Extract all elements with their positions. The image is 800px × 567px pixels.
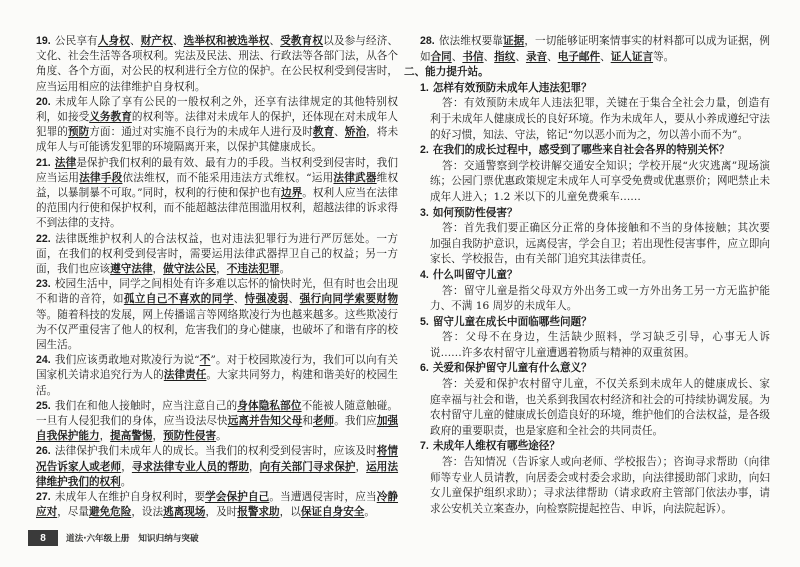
key-term: 远离并告知父母 (227, 415, 303, 428)
question-block (404, 361, 770, 439)
answer-label: 答： (442, 97, 464, 110)
answer-label: 答： (442, 331, 466, 344)
question-number: 2. (420, 144, 429, 157)
question-block (404, 81, 770, 143)
item-text: 法律保护我们未成年人的成长。当我们的权利受到侵害时，应该及时 (54, 445, 377, 458)
key-term: 运用法律维护我们的权利 (36, 460, 399, 488)
key-term: 法律 (54, 156, 77, 169)
item-text: 、 (483, 50, 495, 63)
item-text: ， (152, 430, 164, 443)
question-number: 6. (420, 362, 429, 375)
key-term: 保证自身安全 (300, 506, 365, 519)
item-text: ，将未成年人与可能诱发犯罪的环境隔离开来，以保护其健康成长。 (36, 126, 399, 154)
question-answer-list (404, 81, 770, 518)
item-text: 。权利人应当在法律的范围内行使和保护权利，而不能超越法律范围滥用权利，超越法律的诉求得不到法律的支持。 (36, 187, 399, 230)
item-text: 维权益，以暴制暴不可取。”同时，权利的行使和保护也有 (36, 171, 399, 200)
question-block (404, 315, 770, 362)
key-term: 报警求助 (237, 506, 280, 519)
key-term: 预防 (67, 126, 90, 139)
question-block (404, 206, 770, 268)
item-text: 法律既维护权利人的合法权益，也对违法犯罪行为进行严厉惩处。一方面，在我们的权利受到侵害时，需要运用法律武器捍卫自己的权益；另一方面，我们也应该 (36, 232, 398, 276)
item-text: 。 (364, 506, 375, 519)
answer-text: 父母不在身边，生活缺少照料，学习缺乏引导，心事无人诉说……许多农村留守儿童遭遇着物质与精神的双重贫困。 (430, 331, 771, 359)
key-term: 逃离现场 (163, 506, 206, 519)
item-number: 25. (36, 399, 51, 412)
key-term: 寻求法律专业人员的帮助 (131, 460, 249, 473)
knowledge-item (36, 232, 398, 278)
item-text: 、 (129, 35, 141, 47)
answer-text: 首先我们要正确区分正常的身体接触和不当的身体接触；其次要加强自我防护意识，远离侵害，学会自卫；若出现性侵害事件，应立即向家长、学校报告，由有关部门追究其法律责任。 (430, 222, 770, 266)
key-term: 电子邮件 (557, 50, 601, 63)
answer-paragraph (404, 96, 770, 143)
answer-text: 关爱和保护农村留守儿童，不仅关系到未成年人的健康成长、家庭幸福与社会和谐，也关系到我国农村经济和社会的可持续协调发展。为农村留守儿童的健康成长创造良好的环境，维护他们的合法权益，是各级政府的重要职责，也是家庭和全社会的共同责任。 (430, 378, 770, 437)
page-footer (28, 530, 199, 546)
item-text: 。当遭遇侵害时，应当 (269, 491, 377, 504)
item-text: 。我们应 (334, 415, 377, 428)
key-term: 做守法公民 (163, 263, 217, 276)
key-term: 不违法犯罪 (226, 263, 280, 276)
key-term: 老师 (312, 415, 335, 428)
key-term: 遵守法律 (110, 263, 153, 276)
key-term: 证据 (502, 35, 525, 47)
item-text: 等。随着科技的发展，网上传播谣言等网络欺凌行为也越来越多。这些欺凌行为不仅严重侵害了他人的权利，危害我们的身心健康，也破坏了和谐有序的校园生活。 (36, 308, 398, 352)
item-number: 21. (36, 156, 51, 169)
question-text: 留守儿童在成长中面临哪些问题？ (432, 315, 592, 328)
key-term: 法律责任 (163, 369, 207, 382)
question-heading (404, 81, 770, 97)
answer-paragraph (404, 455, 770, 517)
knowledge-item (36, 34, 398, 95)
question-number: 1. (420, 81, 429, 94)
item-text: 、 (515, 50, 526, 63)
question-block (404, 268, 770, 315)
item-text: 依法维权，而不能采用违法方式维权。“运用 (122, 171, 334, 184)
key-term: 恃强凌弱 (244, 293, 289, 306)
question-block (404, 143, 770, 205)
answer-text: 留守儿童是指父母双方外出务工或一方外出务工另一方无监护能力、不满 16 周岁的未成年人。 (430, 284, 770, 313)
item-text: ，设法 (131, 506, 164, 519)
key-term: 人身权 (97, 35, 130, 47)
answer-text: 有效预防未成年人违法犯罪，关键在于集合全社会力量，创造有利于未成年人健康成长的良好环境。作为未成年人，要从小养成遵纪守法的好习惯，知法、守法，铭记“勿以恶小而为之，勿以善小而不为”。 (430, 97, 770, 141)
question-heading (404, 143, 770, 159)
knowledge-item (36, 95, 398, 156)
answer-paragraph (404, 284, 770, 315)
item-text: ， (216, 263, 227, 276)
item-number: 19. (36, 35, 51, 47)
item-text: ， (121, 460, 132, 473)
answer-label: 答： (442, 378, 464, 391)
item-text: 、 (233, 293, 245, 306)
footer-title (66, 532, 199, 544)
key-term: 法律手段 (79, 171, 123, 184)
item-text: 等。 (653, 50, 675, 63)
key-term: 将情况告诉家人或老师 (36, 445, 399, 473)
key-term: 法律武器 (333, 171, 377, 184)
key-term: 不 (199, 354, 211, 367)
key-term: 冷静应对 (36, 491, 399, 519)
item-text: ”。对于校园欺凌行为，我们可以向有关国家机关请求追究行为人的 (36, 354, 398, 382)
knowledge-list-continued (404, 34, 770, 65)
question-heading (404, 206, 770, 222)
item-text: ， (152, 263, 164, 276)
question-block (404, 439, 770, 517)
key-term: 受教育权 (280, 35, 324, 47)
answer-label: 答： (442, 159, 464, 172)
item-text: 和 (302, 415, 313, 428)
item-text: 、 (334, 126, 345, 139)
item-number: 22. (36, 232, 51, 245)
knowledge-item (36, 156, 398, 232)
knowledge-item (36, 490, 398, 520)
item-text: ， (99, 430, 111, 443)
knowledge-list (36, 34, 398, 521)
question-number: 3. (420, 206, 429, 219)
answer-paragraph (404, 330, 770, 361)
key-term: 边界 (280, 187, 303, 200)
section-heading: 二、能力提升站。 (404, 66, 489, 79)
key-term: 向有关部门寻求保护 (259, 460, 356, 473)
item-number: 26. (36, 445, 51, 458)
question-heading (404, 268, 770, 284)
knowledge-item (404, 34, 770, 65)
item-text: ，及时 (205, 506, 238, 519)
footer-book-title: 道法·六年级上册 (66, 534, 130, 544)
page-number-badge: 8 (28, 530, 58, 546)
item-text: 未成年人在维护自身权利时，要 (54, 491, 206, 504)
item-text: ，一切能够证明案情事实的材料都可以成为证据，例如 (420, 35, 771, 63)
item-number: 20. (36, 95, 51, 108)
answer-text: 告知情况（告诉家人或向老师、学校报告）；咨询寻求帮助（向律师等专业人员请教，向居委会或村委会求助，向法律援助部门求助，向妇女儿童保护组织求助）；寻求法律帮助（请求政府主管部门依法办事，请求公安机关立案查办，向检察院提起控告、申诉，向法院起诉）。 (430, 456, 770, 515)
question-heading (404, 439, 770, 455)
item-text: 校园生活中，同学之间相处有许多难以忘怀的愉快时光，但有时也会出现不和谐的音符，如 (36, 278, 398, 306)
footer-series-title: 知识归纳与突破 (138, 534, 199, 544)
item-text: 的权利等。法律对未成年人的保护，还体现在对未成年人犯罪的 (36, 111, 399, 139)
question-text: 未成年人维权有哪些途径？ (432, 440, 560, 453)
answer-paragraph (404, 159, 770, 206)
item-text: 不能被人随意触碰。一旦有人侵犯我们的身体，应当设法尽快 (36, 399, 399, 428)
item-number: 27. (36, 491, 51, 504)
item-text: 我们应该勇敢地对欺凌行为说“ (54, 354, 200, 367)
key-term: 录音 (525, 50, 548, 63)
key-term: 教育 (312, 126, 335, 139)
item-text: 公民享有 (54, 35, 98, 47)
key-term: 身体隐私部位 (237, 399, 302, 412)
question-heading (404, 315, 770, 331)
item-text: ，以 (279, 506, 301, 519)
key-term: 预防性侵害 (163, 430, 217, 443)
item-text: 是保护我们权利的最有效、最有力的手段。当权利受到侵害时，我们应当运用 (36, 156, 399, 184)
question-text: 在我们的成长过程中，感受到了哪些来自社会各界的特别关怀？ (432, 144, 730, 157)
item-text: 依法维权要靠 (438, 35, 503, 47)
item-number: 23. (36, 278, 51, 291)
key-term: 避免危险 (88, 506, 132, 519)
item-text: 、 (172, 35, 184, 47)
key-term: 书信 (462, 50, 484, 63)
key-term: 学会保护自己 (205, 491, 270, 504)
item-text: 未成年人除了享有公民的一般权利之外，还享有法律规定的其他特别权利，如接受 (36, 95, 398, 124)
item-text: 以及参与经济、文化、社会生活等各项权利。宪法及民法、刑法、行政法等各部门法，从各个角度、各个方面，对公民的权利进行全方位的保护。在公民权利受到侵害时，应当运用相应的法律维护自身权利。 (36, 35, 399, 93)
key-term: 加强自我保护能力 (36, 415, 399, 443)
left-column (36, 34, 398, 521)
question-number: 7. (420, 440, 429, 453)
answer-text: 交通警察到学校讲解交通安全知识；学校开展“火灾逃离”现场演练；公园门票优惠政策规定未成年人可享受免费或优惠票价；网吧禁止未成年人进入；1.2 米以下的儿童免费乘车…… (430, 159, 770, 203)
item-text: 。 (279, 263, 291, 276)
knowledge-item (36, 277, 398, 353)
item-text: 、 (269, 35, 281, 47)
item-text: 。大家共同努力，构建和谐美好的校园生活。 (36, 369, 399, 397)
knowledge-item (36, 353, 398, 399)
question-number: 4. (420, 268, 429, 281)
key-term: 指纹 (494, 50, 516, 63)
item-text: 我们在和他人接触时，应当注意自己的 (54, 399, 238, 412)
item-text: 、 (288, 293, 300, 306)
item-text: ， (355, 460, 367, 473)
knowledge-item (36, 399, 398, 445)
answer-label: 答： (442, 222, 464, 235)
key-term: 矫治 (344, 126, 367, 139)
item-text: ， (249, 460, 260, 473)
right-column (404, 34, 770, 517)
answer-label: 答： (442, 284, 464, 297)
item-text: 、 (451, 50, 463, 63)
key-term: 财产权 (140, 35, 173, 47)
question-text: 关爱和保护留守儿童有什么意义？ (432, 362, 592, 375)
key-term: 强行向同学索要财物 (299, 293, 399, 306)
item-text: 。 (120, 475, 132, 488)
key-term: 提高警惕 (110, 430, 153, 443)
key-term: 合同 (430, 50, 452, 63)
item-text: 、 (600, 50, 611, 63)
question-text: 如何预防性侵害？ (432, 206, 518, 219)
item-number: 28. (420, 35, 435, 47)
question-text: 什么叫留守儿童？ (432, 268, 518, 281)
item-number: 24. (36, 354, 51, 367)
knowledge-item (36, 444, 398, 490)
question-heading (404, 361, 770, 377)
item-text: 、 (547, 50, 558, 63)
item-text: ，尽量 (57, 506, 89, 519)
question-number: 5. (420, 315, 429, 328)
answer-paragraph (404, 377, 770, 439)
key-term: 义务教育 (89, 111, 132, 124)
item-text: 方面：通过对实施不良行为的未成年人进行及时 (89, 126, 313, 139)
key-term: 孤立自己不喜欢的同学 (123, 293, 234, 306)
item-text: 。 (216, 430, 227, 443)
answer-paragraph (404, 221, 770, 268)
key-term: 证人证言 (610, 50, 654, 63)
question-text: 怎样有效预防未成年人违法犯罪？ (432, 81, 592, 94)
key-term: 选举权和被选举权 (183, 35, 270, 47)
answer-label: 答： (442, 456, 464, 469)
